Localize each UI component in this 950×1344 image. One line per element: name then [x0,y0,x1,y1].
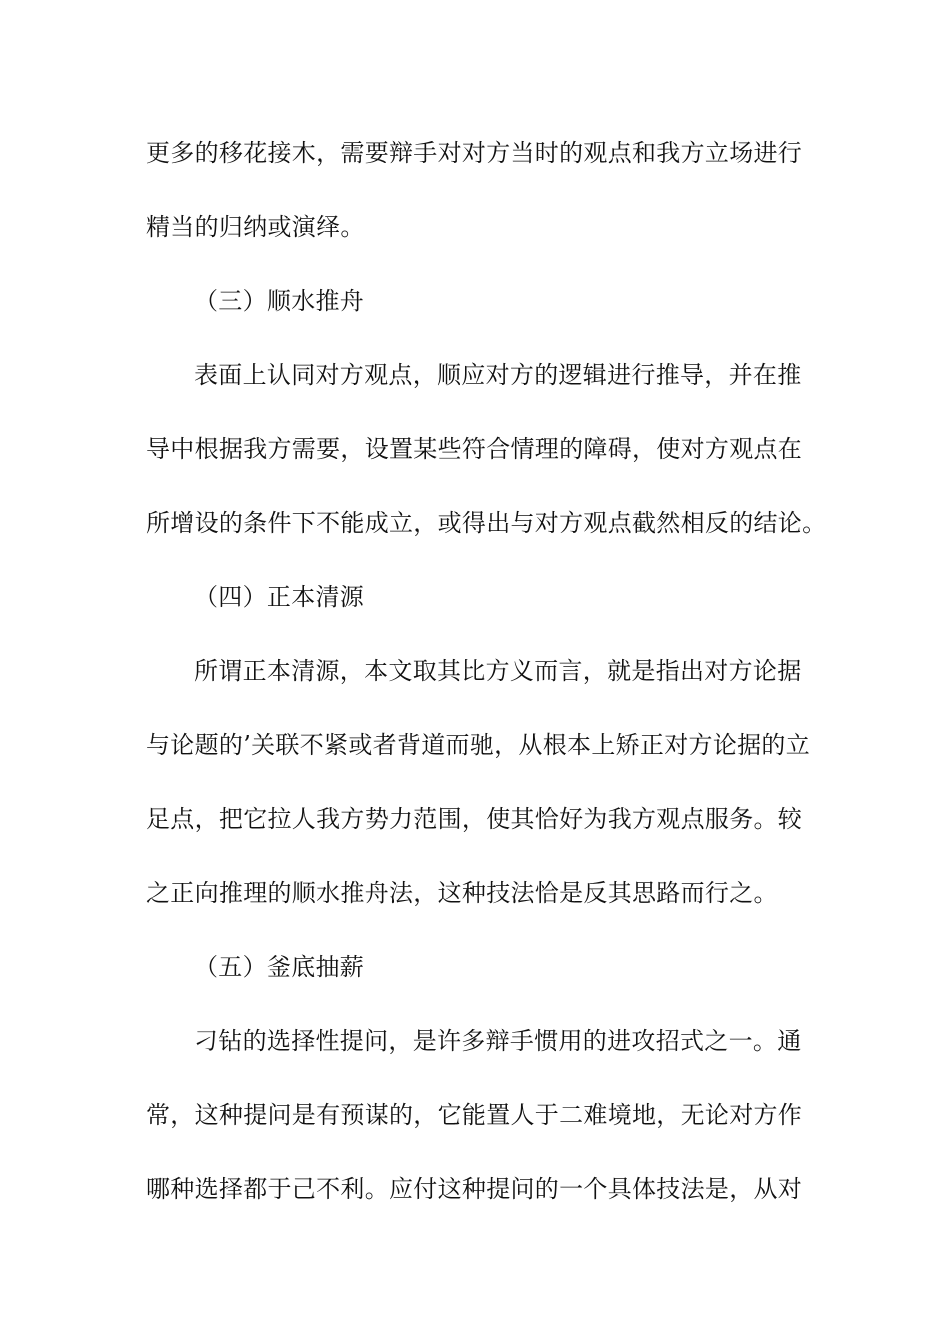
paragraph-line: 更多的移花接木，需要辩手对对方当时的观点和我方立场进行 [146,139,803,167]
paragraph-line: 常，这种提问是有预谋的，它能置人于二难境地，无论对方作 [146,1101,803,1129]
paragraph-line: 所增设的条件下不能成立，或得出与对方观点截然相反的结论。 [146,509,827,537]
paragraph-line: 刁钻的选择性提问，是许多辩手惯用的进攻招式之一。通 [194,1027,802,1055]
paragraph-line: 哪种选择都于己不利。应付这种提问的一个具体技法是，从对 [146,1175,803,1203]
paragraph-line: 导中根据我方需要，设置某些符合情理的障碍，使对方观点在 [146,435,803,463]
paragraph-line: 精当的归纳或演绎。 [146,213,365,241]
paragraph-line: 足点，把它拉人我方势力范围，使其恰好为我方观点服务。较 [146,805,803,833]
section-heading: （三）顺水推舟 [194,287,365,315]
paragraph-line: 之正向推理的顺水推舟法，这种技法恰是反其思路而行之。 [146,879,778,907]
section-heading: （四）正本清源 [194,583,365,611]
paragraph-line: 表面上认同对方观点，顺应对方的逻辑进行推导，并在推 [194,361,802,389]
paragraph-line: 与论题的’关联不紧或者背道而驰，从根本上矫正对方论据的立 [146,731,811,759]
section-heading: （五）釜底抽薪 [194,953,365,981]
paragraph-line: 所谓正本清源，本文取其比方义而言，就是指出对方论据 [194,657,802,685]
